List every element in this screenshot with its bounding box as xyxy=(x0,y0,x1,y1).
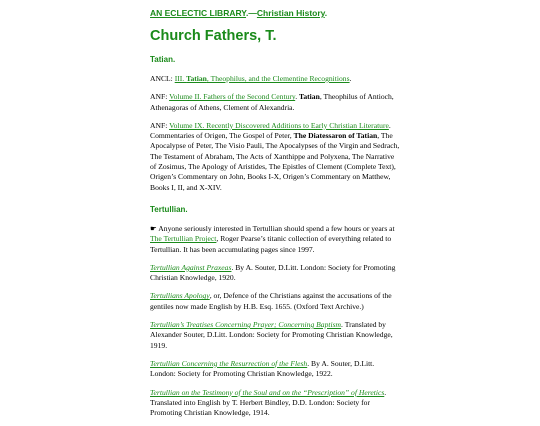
entry-link[interactable]: III. xyxy=(174,74,187,83)
entry-paragraph xyxy=(150,92,400,113)
entry-text: ☛ Anyone seriously interested in Tertullian should spend a few hours or years at xyxy=(150,223,395,233)
entry-text: The Diatessaron of Tatian xyxy=(293,131,378,141)
entry-link[interactable]: Volume IX. Recently Discovered Additions to Early Christian Literature xyxy=(169,120,389,130)
entry-text: Tatian xyxy=(298,92,320,102)
page-title: Church Fathers, T. xyxy=(150,28,277,44)
entry-link[interactable]: , Theophilus, and the Clementine Recognitions xyxy=(206,74,350,83)
entry-link[interactable]: Tertullian Against Praxeas xyxy=(150,262,232,272)
entry-text: . By A. Souter, D.Litt. London: Society for Promoting Christian Knowledge, 1922. xyxy=(150,358,375,379)
entry-paragraph xyxy=(150,263,400,284)
entry-text: . Translated by Alexander Souter, D.Litt. London: Society for Promoting Christian Knowledge, 1919. xyxy=(150,320,393,350)
entry-link[interactable]: The Tertullian Project xyxy=(150,234,217,244)
breadcrumb-separator: .— xyxy=(246,8,257,18)
section-heading: Tertullian. xyxy=(150,204,188,214)
entry-paragraph xyxy=(150,359,400,380)
entry-paragraph xyxy=(150,121,400,193)
entry-link[interactable]: Tertullian’s Treatises Concerning Prayer; Concerning Baptism xyxy=(150,320,342,330)
entry-text: ANF: xyxy=(150,120,170,130)
sections-container xyxy=(150,55,400,418)
entry-text: , The Apocalypse of Peter, The Visio Pauli, The Apocalypses of the Virgin and Sedrach, The Testament of Abraham, The Acts of Xanthippe and Polyxena, The Narrative of Zosimus, The Apology of Aristides, The Epistles of Clement (Complete Text), Origen’s Commentary on John, Books I-X, Origen’s Commentary on Matthew, Books I, II, and X-XIV. xyxy=(150,131,400,192)
entry-paragraph xyxy=(150,224,400,255)
entry-text: ANF: xyxy=(150,92,170,102)
entry-text: . xyxy=(295,92,299,102)
entry-text: , or, Defence of the Christians against the accusations of the gentiles now made English by H.B. Esq. 1655. (Oxford Text Archive.) xyxy=(150,291,392,311)
breadcrumb-section-link[interactable]: Christian History xyxy=(256,8,325,18)
section-heading: Tatian. xyxy=(150,55,176,64)
entry-text: . Commentaries of Origen, The Gospel of Peter, xyxy=(150,120,391,141)
breadcrumb-end: . xyxy=(324,8,328,18)
breadcrumb-library-link[interactable]: AN ECLECTIC LIBRARY xyxy=(150,8,247,18)
entry-link[interactable]: Tertullian on the Testimony of the Soul and on the “Prescription” of Heretics xyxy=(150,387,385,397)
entry-paragraph xyxy=(150,291,400,312)
entry-text: . Translated into English by T. Herbert Bindley, D.D. London: Society for Promoting Christian Knowledge, 1914. xyxy=(150,387,387,418)
entry-text: . xyxy=(349,74,352,83)
entry-link[interactable]: Tertullian Concerning the Resurrection of the Flesh xyxy=(150,358,308,368)
entry-paragraph xyxy=(150,320,400,351)
entry-paragraph xyxy=(150,388,400,419)
entry-link[interactable]: Tertullians Apology xyxy=(150,291,210,301)
entry-text: , Theophilus of Antioch, Athenagoras of Athens, Clement of Alexandria. xyxy=(150,92,394,112)
breadcrumb xyxy=(150,8,400,18)
entry-paragraph xyxy=(150,74,400,84)
entry-text: . By A. Souter, D.Litt. London: Society for Promoting Christian Knowledge, 1920. xyxy=(150,262,396,283)
entry-link[interactable]: Volume II. Fathers of the Second Century xyxy=(169,92,296,102)
entry-text: ANCL: xyxy=(150,74,175,83)
entry-link[interactable]: Tatian xyxy=(186,74,207,83)
entry-text: , Roger Pearse’s titanic collection of everything related to Tertullian. It has been accumulating pages since 1997. xyxy=(150,234,392,254)
page-content xyxy=(150,8,400,426)
